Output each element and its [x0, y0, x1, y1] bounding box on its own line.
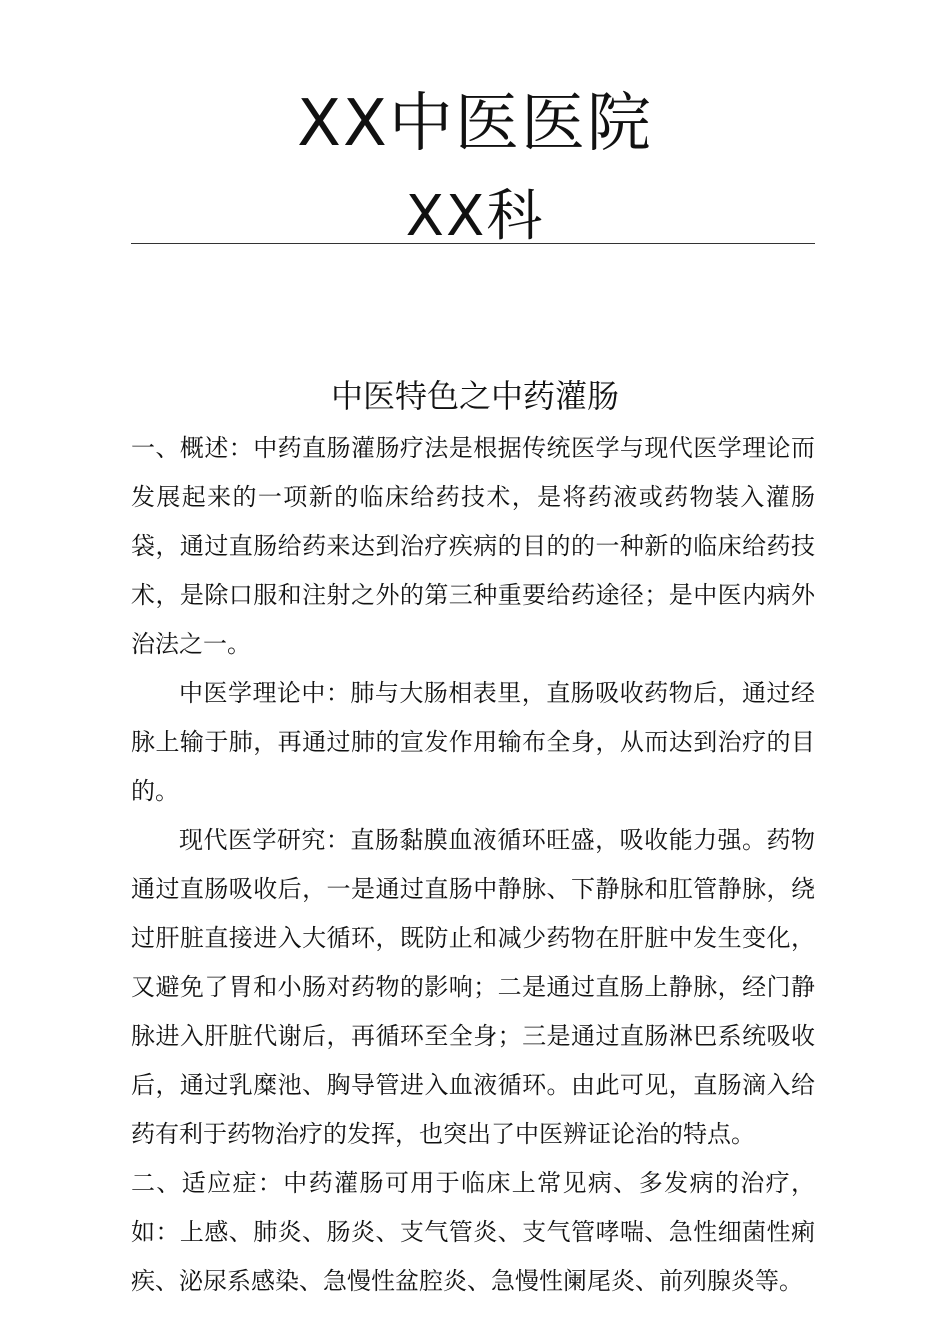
paragraph-tcm-theory: 中医学理论中：肺与大肠相表里，直肠吸收药物后，通过经脉上输于肺，再通过肺的宣发作用输布全身，从而达到治疗的目的。	[131, 679, 815, 805]
document-title: 中医特色之中药灌肠	[330, 377, 619, 415]
paragraph-modern-research: 现代医学研究：直肠黏膜血液循环旺盛，吸收能力强。药物通过直肠吸收后，一是通过直肠中静脉、下静脉和肛管静脉，绕过肝脏直接进入大循环，既防止和减少药物在肝脏中发生变化，又避免了胃和小肠对药物的影响；二是通过直肠上静脉，经门静脉进入肝脏代谢后，再循环至全身；三是通过直肠淋巴系统吸收后，通过乳糜池、胸导管进入血液循环。由此可见，直肠滴入给药有利于药物治疗的发挥，也突出了中医辨证论治的特点。	[131, 826, 815, 1148]
paragraph-indications: 二、适应症：中药灌肠可用于临床上常见病、多发病的治疗，如：上感、肺炎、肠炎、支气管炎、支气管哮喘、急性细菌性痢疾、泌尿系感染、急慢性盆腔炎、急慢性阑尾炎、前列腺炎等。	[131, 1169, 815, 1295]
document-body	[131, 424, 815, 1306]
header-divider	[131, 243, 815, 244]
paragraph-overview: 一、概述：中药直肠灌肠疗法是根据传统医学与现代医学理论而发展起来的一项新的临床给药技术，是将药液或药物装入灌肠袋，通过直肠给药来达到治疗疾病的目的的一种新的临床给药技术，是除口服和注射之外的第三种重要给药途径；是中医内病外治法之一。	[131, 434, 815, 658]
hospital-name: XX中医医院	[297, 87, 653, 161]
department-name: XX科	[405, 184, 545, 249]
